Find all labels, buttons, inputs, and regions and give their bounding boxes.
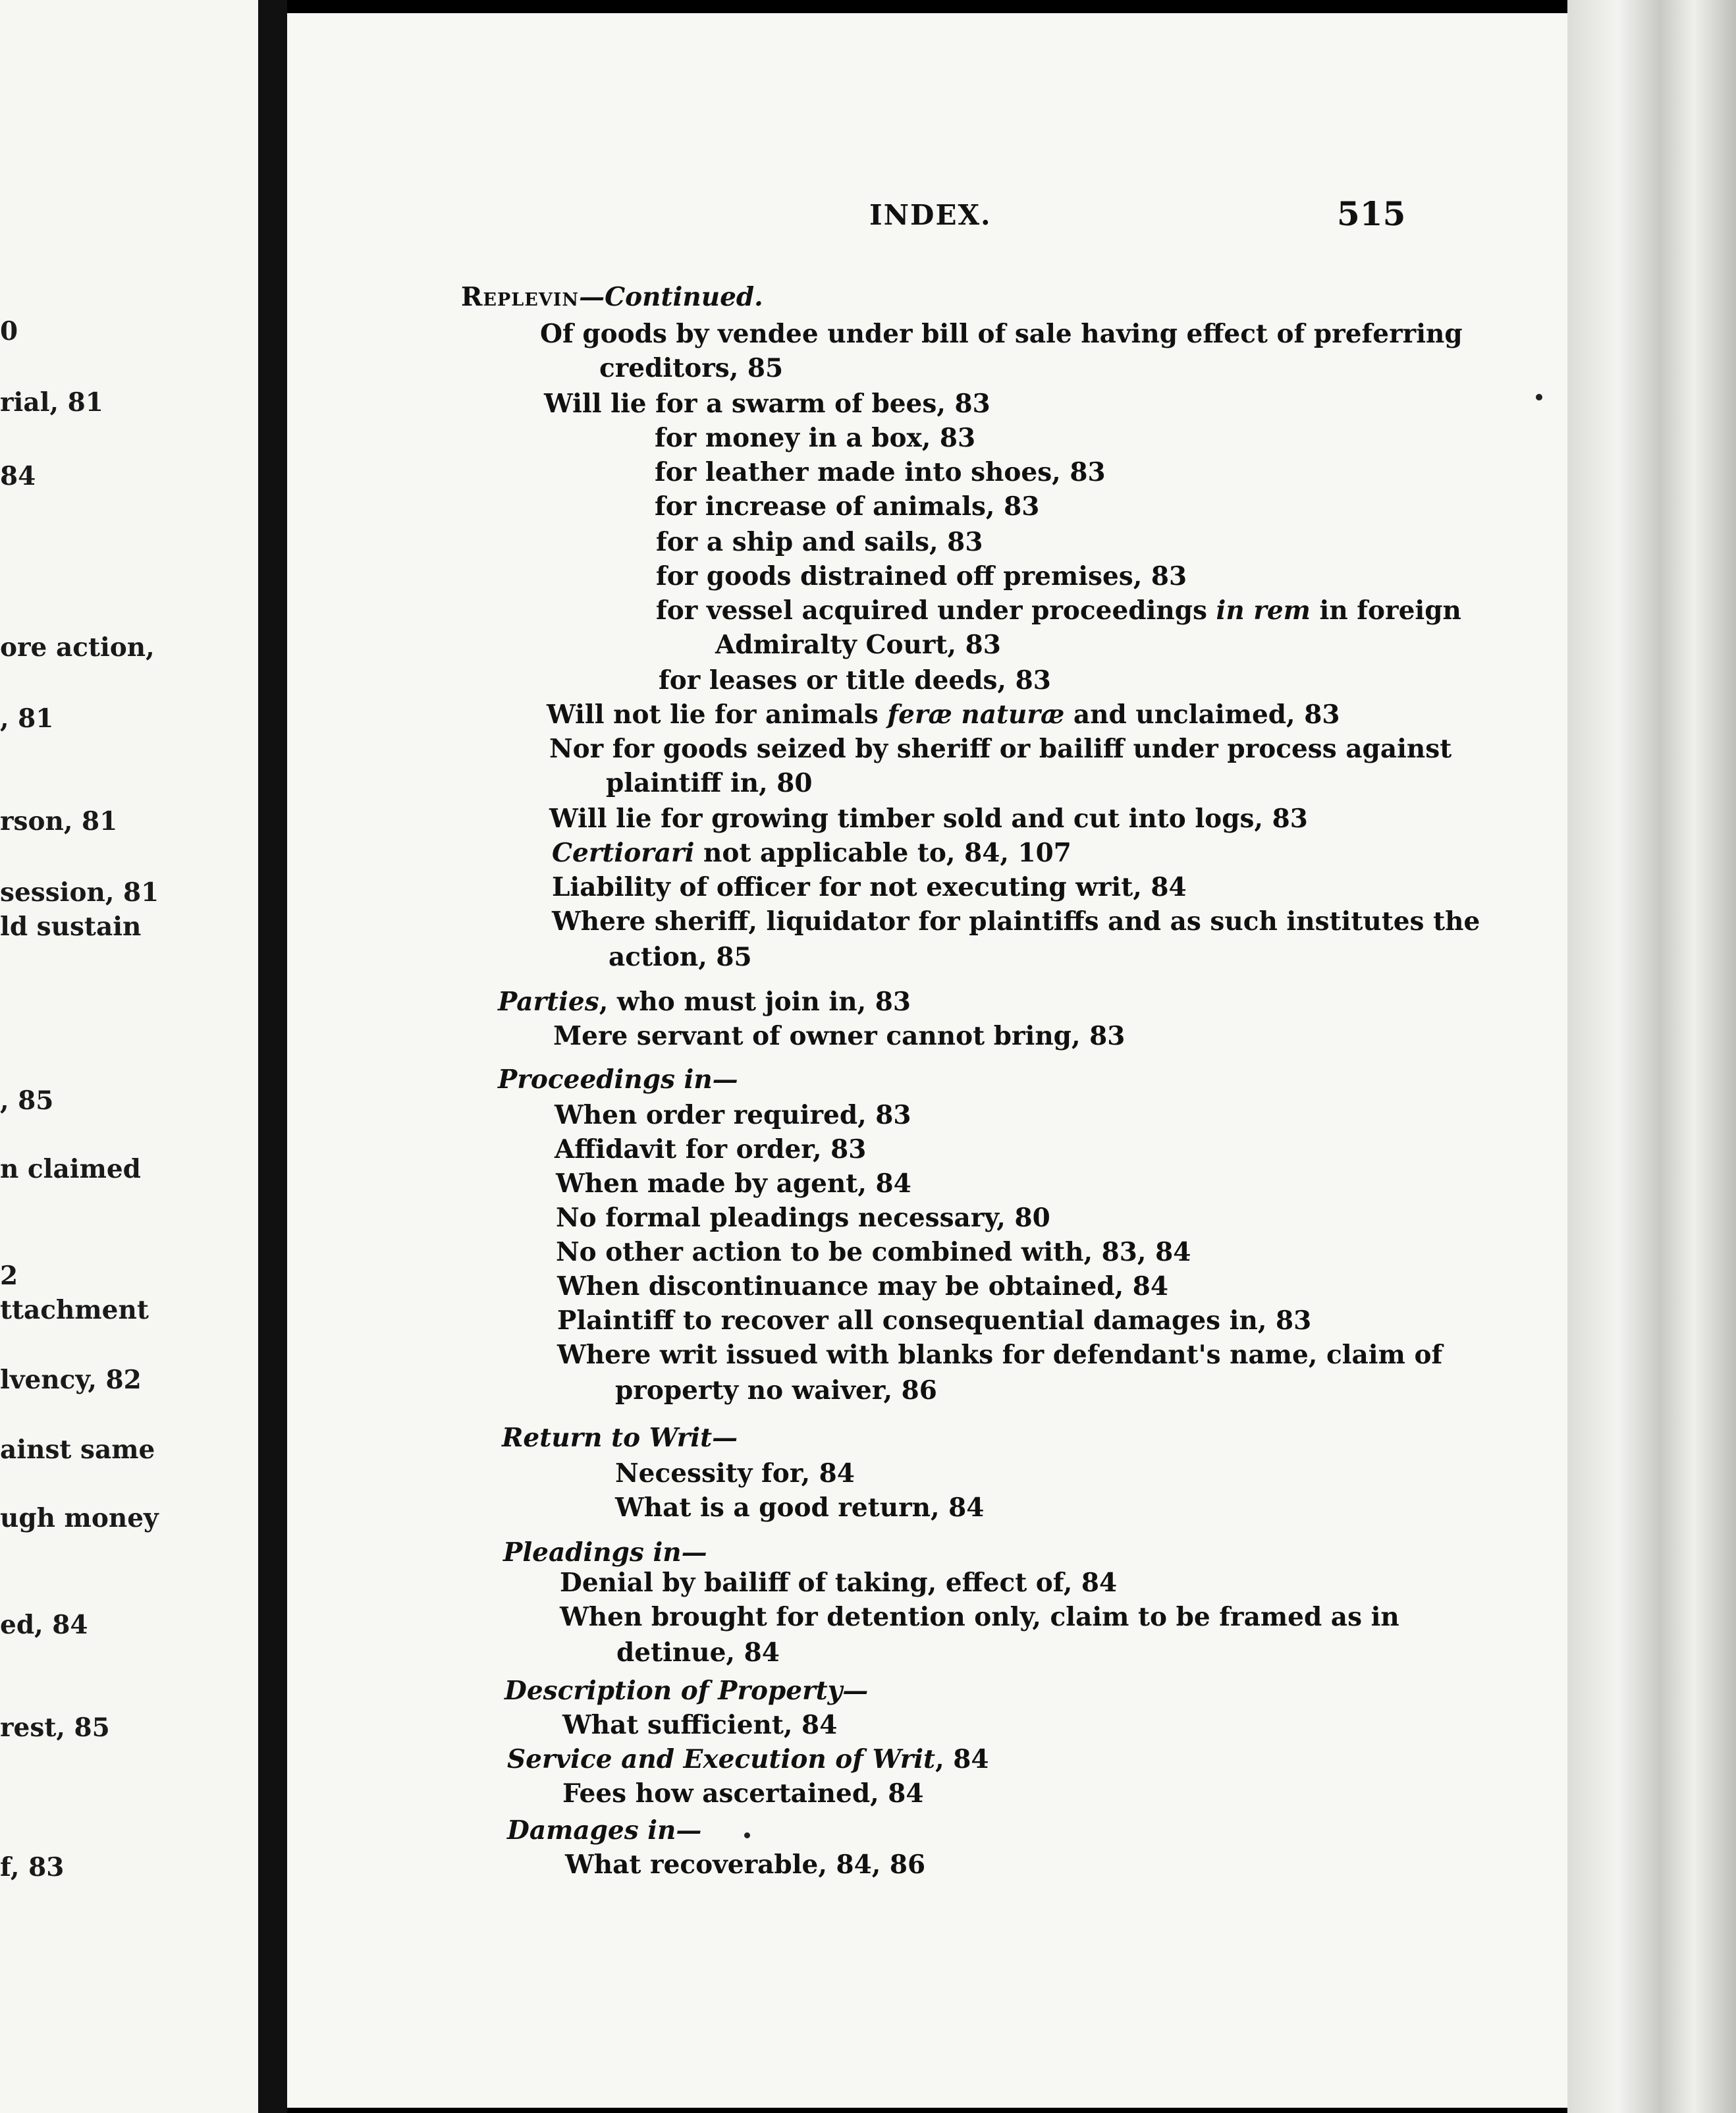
index-line: Denial by bailiff of taking, effect of, 84	[560, 1568, 1118, 1598]
book-gutter	[258, 0, 287, 2113]
index-line: Liability of officer for not executing writ, 84	[552, 872, 1187, 902]
index-subheading: Proceedings in—	[498, 1064, 738, 1095]
index-line: Fees how ascertained, 84	[562, 1778, 924, 1809]
facing-page-fragment: ld sustain	[0, 912, 142, 942]
index-subheading: Return to Writ—	[502, 1423, 738, 1453]
index-line: Necessity for, 84	[615, 1458, 855, 1489]
index-line: Of goods by vendee under bill of sale having effect of preferring	[540, 319, 1463, 349]
index-line: When discontinuance may be obtained, 84	[557, 1271, 1169, 1302]
index-line: Certiorari not applicable to, 84, 107	[552, 838, 1071, 868]
facing-page-fragment: rial, 81	[0, 387, 103, 418]
index-line: action, 85	[609, 942, 752, 972]
scan-speck	[744, 1832, 750, 1838]
index-line: for leases or title deeds, 83	[659, 665, 1051, 696]
facing-page-fragment: rson, 81	[0, 806, 118, 837]
index-line: plaintiff in, 80	[606, 768, 813, 798]
index-line: property no waiver, 86	[615, 1375, 937, 1406]
facing-page-fragment: rest, 85	[0, 1713, 110, 1743]
facing-page-fragment: lvency, 82	[0, 1365, 142, 1395]
index-line: What is a good return, 84	[615, 1493, 985, 1523]
facing-page-fragment: , 81	[0, 703, 54, 734]
facing-page-fragment: 84	[0, 461, 36, 491]
index-line: Plaintiff to recover all consequential damages in, 83	[557, 1305, 1312, 1336]
page-number: 515	[1337, 194, 1406, 233]
index-line: Will lie for growing timber sold and cut into logs, 83	[549, 804, 1308, 834]
index-line: Will not lie for animals feræ naturæ and unclaimed, 83	[547, 700, 1340, 730]
index-subheading: Parties, who must join in, 83	[498, 987, 911, 1017]
scan-speck	[1536, 394, 1542, 400]
index-line: for increase of animals, 83	[655, 491, 1040, 522]
index-line: for leather made into shoes, 83	[655, 457, 1106, 487]
facing-page-fragment: ed, 84	[0, 1610, 88, 1640]
facing-page-fragment: session, 81	[0, 877, 159, 908]
index-line: Nor for goods seized by sheriff or bailiff under process against	[549, 734, 1452, 764]
index-line: creditors, 85	[599, 353, 784, 383]
index-line: for money in a box, 83	[655, 423, 976, 453]
index-line: Admiralty Court, 83	[715, 630, 1001, 660]
index-line: Where writ issued with blanks for defendant's name, claim of	[557, 1340, 1443, 1370]
index-line: When order required, 83	[555, 1100, 911, 1130]
facing-page-fragment: 2	[0, 1261, 18, 1291]
index-line: for a ship and sails, 83	[656, 527, 983, 557]
facing-page-fragment: ttachment	[0, 1295, 149, 1325]
facing-page-fragment: f, 83	[0, 1852, 65, 1882]
index-line: No other action to be combined with, 83, 84	[556, 1237, 1191, 1267]
facing-page-fragment: ainst same	[0, 1435, 155, 1465]
index-line: When made by agent, 84	[556, 1168, 911, 1199]
index-line: Mere servant of owner cannot bring, 83	[553, 1021, 1126, 1051]
facing-page-fragment: , 85	[0, 1085, 54, 1116]
index-line: for goods distrained off premises, 83	[656, 561, 1187, 591]
index-line: No formal pleadings necessary, 80	[556, 1203, 1050, 1233]
index-subheading: Pleadings in—	[503, 1537, 707, 1568]
running-head: INDEX.	[869, 199, 992, 231]
index-subheading: Description of Property—	[504, 1676, 869, 1706]
facing-page-left	[0, 0, 258, 2113]
index-line: Affidavit for order, 83	[555, 1134, 867, 1165]
page-edge-shadow	[1567, 0, 1736, 2113]
index-line: When brought for detention only, claim to be framed as in	[560, 1602, 1399, 1632]
facing-page-fragment: ugh money	[0, 1503, 159, 1533]
facing-page-fragment: n claimed	[0, 1154, 141, 1184]
index-line: for vessel acquired under proceedings in rem in foreign	[656, 595, 1461, 626]
index-line: detinue, 84	[616, 1637, 780, 1668]
index-line: Will lie for a swarm of bees, 83	[544, 389, 990, 419]
facing-page-fragment: ore action,	[0, 632, 155, 663]
index-line: What recoverable, 84, 86	[565, 1850, 926, 1880]
index-line: What sufficient, 84	[562, 1710, 838, 1740]
index-line: Where sheriff, liquidator for plaintiffs and as such institutes the	[552, 906, 1480, 937]
index-heading: Replevin—Continued.	[461, 282, 763, 312]
index-subheading: Damages in—	[507, 1815, 702, 1846]
facing-page-fragment: 0	[0, 316, 18, 346]
index-subheading: Service and Execution of Writ, 84	[507, 1744, 989, 1774]
